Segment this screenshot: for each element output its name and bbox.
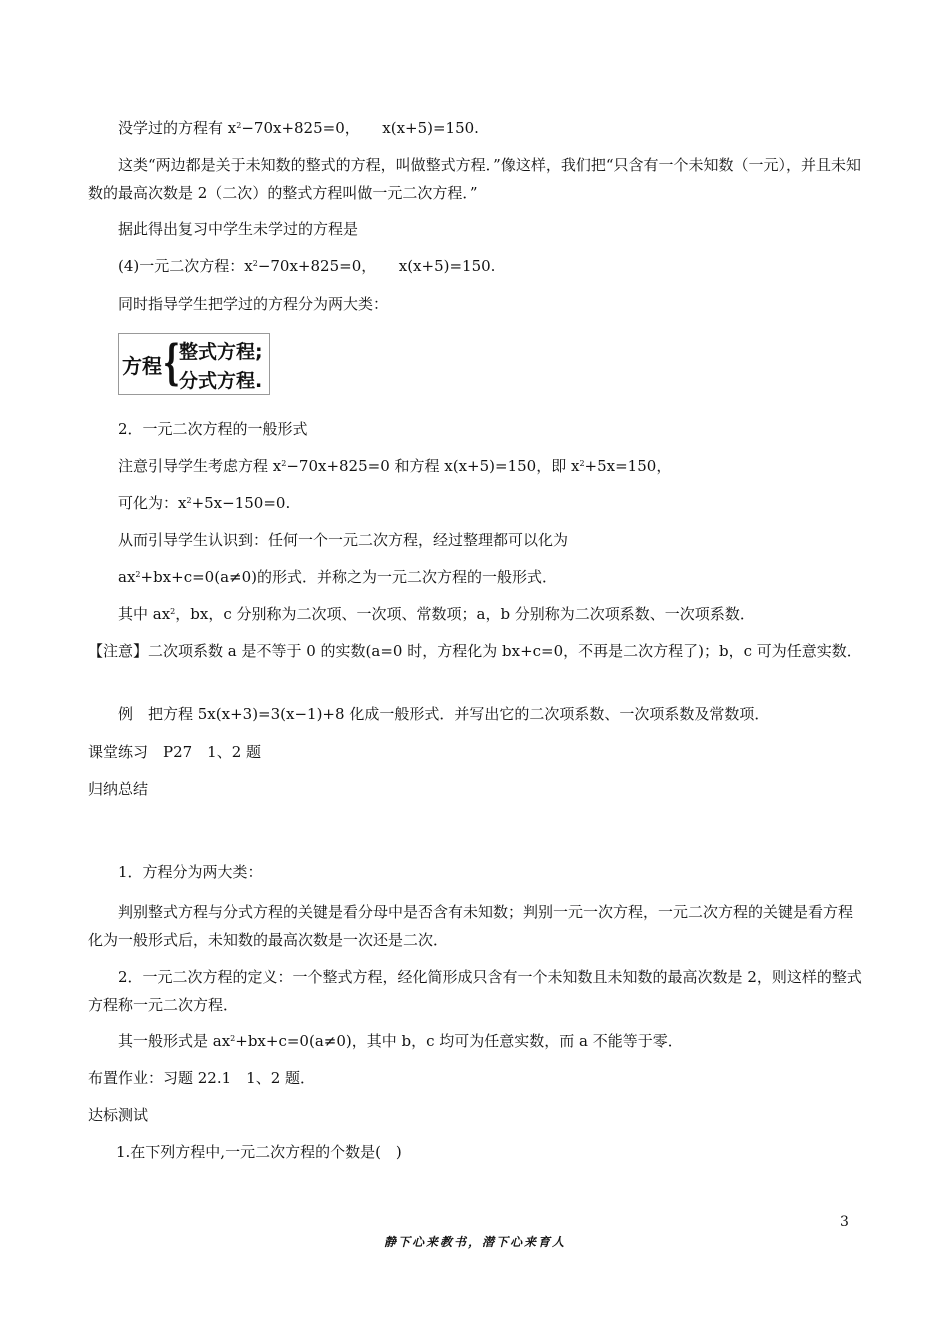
footer-motto: 静下心来教书，潜下心来育人 xyxy=(383,1235,566,1249)
summary-general-form: 其一般形式是 $ax^2+bx+c=0(a\ne 0)$，其中 b，c 均可为任意实数，而 a 不能等于零． xyxy=(118,1032,683,1050)
line-transform: 可化为：$x^2+5x-150=0$. xyxy=(118,494,291,512)
line-recognize: 从而引导学生认识到：任何一个一元二次方程，经过整理都可以化为 xyxy=(118,531,569,549)
diagram-left-label: 方程 xyxy=(122,354,162,378)
diagram-row-fractional: 分式方程. xyxy=(179,370,263,392)
practice-line: 课堂练习 P27 1、2 题 xyxy=(88,743,262,761)
line-quadratic-examples: (4)一元二次方程：$x^2-70x+825=0$， x(x+5)=150. xyxy=(118,257,496,275)
line-guide-students: 注意引导学生考虑方程 $x^2-70x+825=0$ 和方程 x(x+5)=150，即 $x^2+5x=150$， xyxy=(118,457,672,475)
page-number: 3 xyxy=(840,1214,849,1230)
line-unlearned-equations: 没学过的方程有 $x^2-70x+825=0$， x(x+5)=150. xyxy=(118,119,479,137)
equation-classification-diagram xyxy=(118,333,270,395)
question-1: 1.在下列方程中,一元二次方程的个数是( ) xyxy=(116,1143,402,1161)
note-paragraph: 【注意】二次项系数 a 是不等于 0 的实数(a=0 时，方程化为 bx+c=0，不再是二次方程了)；b，c 可为任意实数． xyxy=(88,642,862,660)
line-general-form: $ax^2+bx+c=0(a\ne 0)$的形式．并称之为一元二次方程的一般形式． xyxy=(118,568,557,586)
brace-icon: { xyxy=(163,335,180,391)
example-line: 例 把方程 5x(x+3)=3(x−1)+8 化成一般形式．并写出它的二次项系数、一次项系数及常数项． xyxy=(118,705,770,723)
diagram-row-integral: 整式方程; xyxy=(179,341,263,363)
summary-heading: 归纳总结 xyxy=(88,780,149,798)
section-heading-general-form: 2．一元二次方程的一般形式 xyxy=(118,420,308,438)
line-classify: 同时指导学生把学过的方程分为两大类： xyxy=(118,295,389,313)
paragraph-definition: 这类“两边都是关于未知数的整式的方程，叫做整式方程．”像这样，我们把“只含有一个未知数（一元），并且未知数的最高次数是 2（二次）的整式方程叫做一元二次方程．” xyxy=(88,156,862,202)
line-conclusion: 据此得出复习中学生未学过的方程是 xyxy=(118,220,359,238)
summary-paragraph-definition: 2．一元二次方程的定义：一个整式方程，经化简形成只含有一个未知数且未知数的最高次数是 2，则这样的整式方程称一元二次方程． xyxy=(88,968,862,1014)
homework-line: 布置作业：习题 22.1 1、2 题． xyxy=(88,1069,316,1087)
summary-item-1: 1．方程分为两大类： xyxy=(118,863,263,881)
test-heading: 达标测试 xyxy=(88,1106,149,1124)
summary-paragraph-judge: 判别整式方程与分式方程的关键是看分母中是否含有未知数；判别一元一次方程，一元二次方程的关键是看方程化为一般形式后，未知数的最高次数是一次还是二次． xyxy=(88,903,854,949)
line-term-names: 其中 $ax^2$，bx，c 分别称为二次项、一次项、常数项；a，b 分别称为二次项系数、一次项系数． xyxy=(118,605,755,623)
